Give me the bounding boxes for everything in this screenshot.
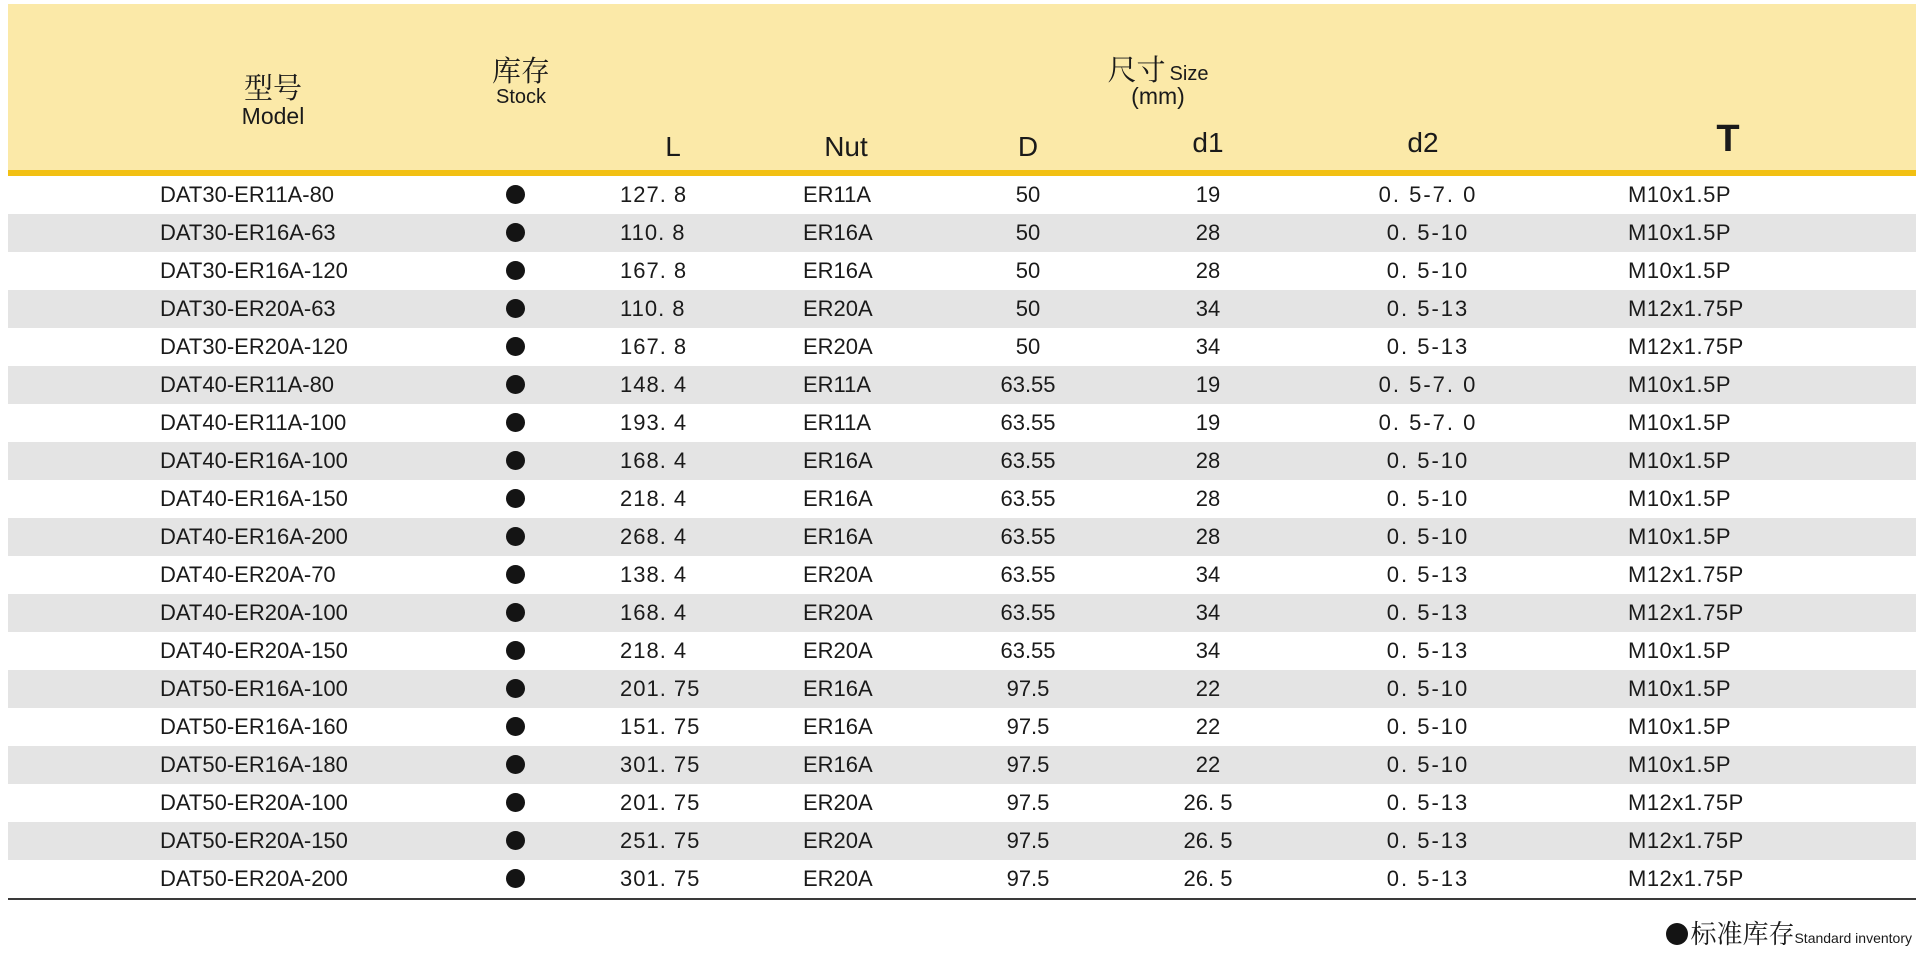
table-row [8, 670, 1916, 708]
cell-D: 63.55 [1000, 600, 1056, 625]
table-row [8, 176, 1916, 214]
header-size-en: Size [1169, 63, 1209, 85]
in-stock-dot-icon [506, 527, 525, 546]
cell-stock [506, 404, 526, 442]
header-stock [461, 57, 581, 108]
cell-model: DAT50-ER20A-200 [160, 866, 348, 891]
table-row [8, 290, 1916, 328]
cell-L: 301. 75 [620, 752, 701, 777]
stock-dot-icon [1666, 923, 1688, 945]
cell-d2: 0. 5-10 [1386, 220, 1470, 245]
in-stock-dot-icon [506, 489, 525, 508]
in-stock-dot-icon [506, 451, 525, 470]
cell-L: 138. 4 [620, 562, 688, 587]
cell-D: 63.55 [1000, 410, 1056, 435]
in-stock-dot-icon [506, 375, 525, 394]
cell-stock [506, 784, 526, 822]
cell-d2: 0. 5-13 [1386, 562, 1470, 587]
cell-T: M10x1.5P [1628, 448, 1732, 473]
cell-L: 301. 75 [620, 866, 701, 891]
cell-model: DAT50-ER20A-100 [160, 790, 348, 815]
cell-model: DAT40-ER11A-80 [160, 372, 335, 397]
cell-d1: 26. 5 [1183, 828, 1233, 853]
cell-nut: ER20A [803, 638, 873, 663]
cell-nut: ER16A [803, 676, 873, 701]
cell-d1: 28 [1195, 486, 1221, 511]
cell-T: M10x1.5P [1628, 638, 1732, 663]
cell-nut: ER20A [803, 790, 873, 815]
table-row [8, 746, 1916, 784]
table-row [8, 518, 1916, 556]
cell-D: 97.5 [1006, 752, 1050, 777]
cell-d2: 0. 5-7. 0 [1378, 410, 1478, 435]
cell-d1: 34 [1195, 296, 1221, 321]
cell-stock [506, 366, 526, 404]
legend-label-cn: 标准库存 [1690, 919, 1795, 949]
cell-stock [506, 708, 526, 746]
header-size-cn: 尺寸 [1107, 55, 1166, 87]
cell-d2: 0. 5-7. 0 [1378, 182, 1478, 207]
cell-d1: 22 [1195, 752, 1221, 777]
cell-d1: 34 [1195, 638, 1221, 663]
cell-T: M12x1.75P [1628, 296, 1744, 321]
cell-d2: 0. 5-13 [1386, 790, 1470, 815]
cell-T: M12x1.75P [1628, 790, 1744, 815]
cell-L: 127. 8 [620, 182, 688, 207]
cell-nut: ER20A [803, 866, 873, 891]
in-stock-dot-icon [506, 755, 525, 774]
header-stock-en: Stock [495, 86, 547, 109]
cell-L: 168. 4 [620, 600, 688, 625]
cell-stock [506, 176, 526, 214]
in-stock-dot-icon [506, 603, 525, 622]
cell-T: M10x1.5P [1628, 714, 1732, 739]
table-row [8, 784, 1916, 822]
table-row [8, 708, 1916, 746]
cell-d2: 0. 5-13 [1386, 828, 1470, 853]
cell-D: 50 [1015, 296, 1041, 321]
cell-stock [506, 442, 526, 480]
in-stock-dot-icon [506, 261, 525, 280]
in-stock-dot-icon [506, 185, 525, 204]
table-row [8, 404, 1916, 442]
cell-T: M10x1.5P [1628, 676, 1732, 701]
in-stock-dot-icon [506, 413, 525, 432]
cell-L: 251. 75 [620, 828, 701, 853]
cell-d2: 0. 5-10 [1386, 714, 1470, 739]
cell-model: DAT50-ER16A-100 [160, 676, 348, 701]
cell-L: 193. 4 [620, 410, 688, 435]
cell-d2: 0. 5-13 [1386, 296, 1470, 321]
header-size-unit: (mm) [1131, 83, 1185, 110]
cell-model: DAT40-ER16A-100 [160, 448, 348, 473]
cell-nut: ER16A [803, 524, 873, 549]
cell-stock [506, 746, 526, 784]
table-row [8, 594, 1916, 632]
cell-L: 218. 4 [620, 486, 688, 511]
in-stock-dot-icon [506, 299, 525, 318]
cell-d2: 0. 5-10 [1386, 676, 1470, 701]
cell-d2: 0. 5-7. 0 [1378, 372, 1478, 397]
cell-nut: ER16A [803, 752, 873, 777]
cell-model: DAT40-ER20A-100 [160, 600, 348, 625]
in-stock-dot-icon [506, 717, 525, 736]
cell-d2: 0. 5-13 [1386, 600, 1470, 625]
cell-stock [506, 290, 526, 328]
in-stock-dot-icon [506, 869, 525, 888]
cell-D: 50 [1015, 334, 1041, 359]
in-stock-dot-icon [506, 831, 525, 850]
cell-D: 50 [1015, 258, 1041, 283]
cell-nut: ER16A [803, 486, 873, 511]
table-row [8, 366, 1916, 404]
cell-T: M10x1.5P [1628, 524, 1732, 549]
cell-d1: 28 [1195, 524, 1221, 549]
cell-stock [506, 328, 526, 366]
legend-label-en: Standard inventory [1794, 930, 1912, 946]
table-row [8, 632, 1916, 670]
cell-T: M10x1.5P [1628, 220, 1732, 245]
cell-model: DAT40-ER16A-200 [160, 524, 348, 549]
cell-model: DAT30-ER20A-120 [160, 334, 348, 359]
cell-model: DAT40-ER11A-100 [160, 410, 347, 435]
cell-L: 218. 4 [620, 638, 688, 663]
cell-nut: ER20A [803, 562, 873, 587]
cell-model: DAT30-ER11A-80 [160, 182, 335, 207]
cell-T: M10x1.5P [1628, 410, 1732, 435]
cell-L: 110. 8 [620, 296, 686, 321]
in-stock-dot-icon [506, 679, 525, 698]
cell-T: M12x1.75P [1628, 866, 1744, 891]
cell-nut: ER16A [803, 258, 873, 283]
cell-d1: 28 [1195, 220, 1221, 245]
spec-table [8, 4, 1916, 900]
cell-nut: ER11A [803, 182, 872, 207]
cell-T: M10x1.5P [1628, 486, 1732, 511]
cell-d2: 0. 5-10 [1386, 448, 1470, 473]
cell-nut: ER20A [803, 334, 873, 359]
header-col-D: D [1017, 131, 1039, 162]
cell-stock [506, 518, 526, 556]
cell-D: 50 [1015, 182, 1041, 207]
stock-legend [1666, 914, 1912, 951]
cell-D: 63.55 [1000, 486, 1056, 511]
table-row [8, 328, 1916, 366]
cell-L: 151. 75 [620, 714, 701, 739]
cell-d1: 22 [1195, 676, 1221, 701]
cell-stock [506, 594, 526, 632]
cell-D: 63.55 [1000, 372, 1056, 397]
cell-T: M12x1.75P [1628, 334, 1744, 359]
table-row [8, 442, 1916, 480]
table-row [8, 822, 1916, 860]
table-row [8, 480, 1916, 518]
table-row [8, 860, 1916, 898]
cell-stock [506, 214, 526, 252]
cell-nut: ER11A [803, 410, 872, 435]
cell-d2: 0. 5-10 [1386, 752, 1470, 777]
cell-T: M10x1.5P [1628, 372, 1732, 397]
cell-D: 63.55 [1000, 524, 1056, 549]
cell-nut: ER16A [803, 220, 873, 245]
cell-nut: ER20A [803, 296, 873, 321]
cell-L: 168. 4 [620, 448, 688, 473]
table-row [8, 214, 1916, 252]
cell-stock [506, 822, 526, 860]
in-stock-dot-icon [506, 223, 525, 242]
cell-L: 201. 75 [620, 790, 701, 815]
in-stock-dot-icon [506, 793, 525, 812]
header-col-L: L [665, 131, 681, 162]
header-stock-cn: 库存 [491, 56, 550, 88]
cell-d1: 26. 5 [1183, 866, 1233, 891]
header-col-d1: d1 [1192, 127, 1224, 158]
cell-model: DAT50-ER16A-180 [160, 752, 348, 777]
cell-L: 110. 8 [620, 220, 686, 245]
in-stock-dot-icon [506, 337, 525, 356]
cell-nut: ER16A [803, 448, 873, 473]
header-size [1078, 56, 1238, 109]
cell-T: M10x1.5P [1628, 182, 1732, 207]
cell-stock [506, 252, 526, 290]
cell-d2: 0. 5-10 [1386, 258, 1470, 283]
cell-d1: 19 [1195, 410, 1221, 435]
cell-stock [506, 632, 526, 670]
header-model-en: Model [241, 103, 305, 130]
cell-d1: 19 [1195, 182, 1221, 207]
cell-stock [506, 670, 526, 708]
in-stock-dot-icon [506, 641, 525, 660]
cell-d2: 0. 5-13 [1386, 334, 1470, 359]
cell-d1: 34 [1195, 600, 1221, 625]
header-col-T: T [1716, 118, 1740, 160]
cell-d1: 34 [1195, 562, 1221, 587]
cell-nut: ER16A [803, 714, 873, 739]
cell-model: DAT40-ER20A-70 [160, 562, 336, 587]
cell-L: 148. 4 [620, 372, 688, 397]
cell-D: 63.55 [1000, 562, 1056, 587]
cell-T: M12x1.75P [1628, 828, 1744, 853]
table-body [8, 176, 1916, 898]
cell-nut: ER20A [803, 600, 873, 625]
cell-d2: 0. 5-13 [1386, 866, 1470, 891]
cell-D: 50 [1015, 220, 1041, 245]
cell-model: DAT40-ER20A-150 [160, 638, 348, 663]
table-header [8, 4, 1916, 170]
cell-d2: 0. 5-13 [1386, 638, 1470, 663]
cell-L: 167. 8 [620, 334, 688, 359]
cell-d1: 28 [1195, 258, 1221, 283]
header-col-nut: Nut [824, 131, 868, 162]
cell-d1: 28 [1195, 448, 1221, 473]
header-model [203, 74, 343, 129]
cell-d1: 19 [1195, 372, 1221, 397]
cell-stock [506, 480, 526, 518]
cell-T: M10x1.5P [1628, 258, 1732, 283]
cell-L: 201. 75 [620, 676, 701, 701]
table-row [8, 556, 1916, 594]
cell-nut: ER20A [803, 828, 873, 853]
cell-L: 268. 4 [620, 524, 688, 549]
cell-model: DAT30-ER16A-63 [160, 220, 336, 245]
cell-T: M12x1.75P [1628, 562, 1744, 587]
cell-model: DAT30-ER16A-120 [160, 258, 348, 283]
cell-nut: ER11A [803, 372, 872, 397]
cell-D: 97.5 [1006, 828, 1050, 853]
cell-model: DAT40-ER16A-150 [160, 486, 348, 511]
in-stock-dot-icon [506, 565, 525, 584]
cell-model: DAT30-ER20A-63 [160, 296, 336, 321]
table-bottom-rule [8, 898, 1916, 900]
cell-d1: 34 [1195, 334, 1221, 359]
cell-d1: 26. 5 [1183, 790, 1233, 815]
cell-L: 167. 8 [620, 258, 688, 283]
cell-D: 97.5 [1006, 676, 1050, 701]
cell-model: DAT50-ER20A-150 [160, 828, 348, 853]
cell-d2: 0. 5-10 [1386, 524, 1470, 549]
cell-D: 97.5 [1006, 790, 1050, 815]
cell-d1: 22 [1195, 714, 1221, 739]
cell-stock [506, 556, 526, 594]
cell-model: DAT50-ER16A-160 [160, 714, 348, 739]
cell-D: 63.55 [1000, 448, 1056, 473]
cell-D: 63.55 [1000, 638, 1056, 663]
table-row [8, 252, 1916, 290]
cell-T: M12x1.75P [1628, 600, 1744, 625]
header-col-d2: d2 [1407, 127, 1439, 158]
cell-stock [506, 860, 526, 898]
header-model-cn: 型号 [243, 73, 302, 105]
cell-d2: 0. 5-10 [1386, 486, 1470, 511]
cell-T: M10x1.5P [1628, 752, 1732, 777]
cell-D: 97.5 [1006, 714, 1050, 739]
cell-D: 97.5 [1006, 866, 1050, 891]
